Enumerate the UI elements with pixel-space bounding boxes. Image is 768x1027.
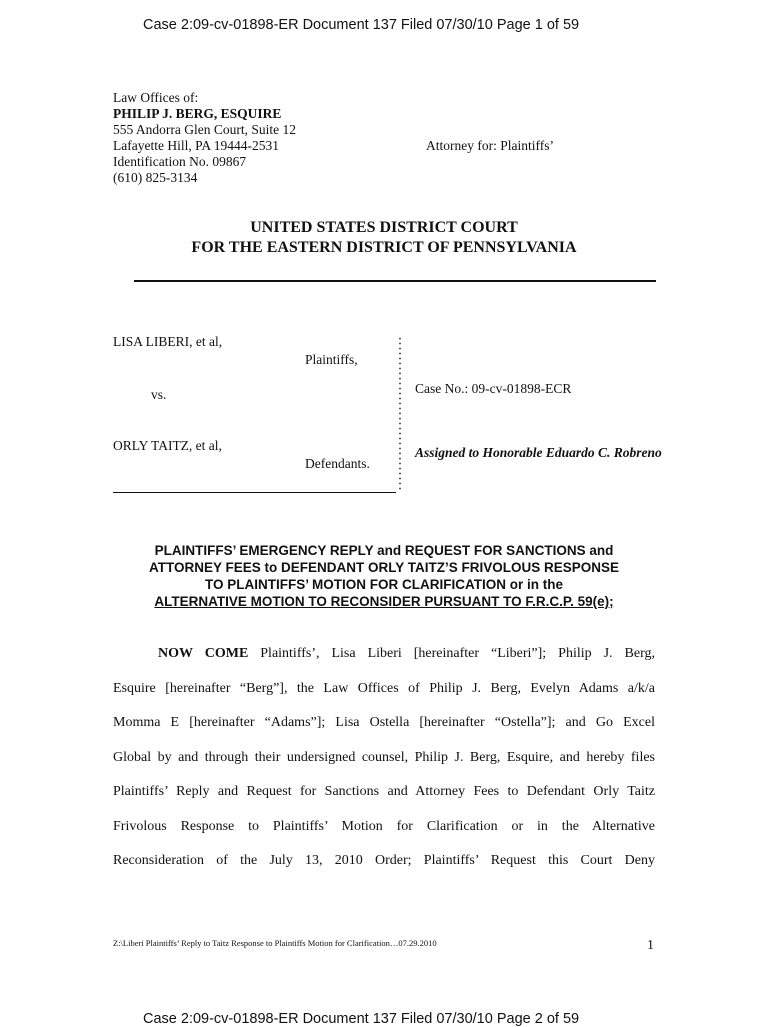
document-title-line-2: ATTORNEY FEES to DEFENDANT ORLY TAITZ’S FRIVOLOUS RESPONSE: [148, 560, 620, 575]
plaintiff-role: Plaintiffs,: [305, 352, 358, 367]
document-title-line-4: ALTERNATIVE MOTION TO RECONSIDER PURSUANT TO F.R.C.P. 59(e);: [154, 594, 614, 609]
firm-phone: (610) 825-3134: [113, 170, 198, 185]
document-title-line-3: TO PLAINTIFFS’ MOTION FOR CLARIFICATION or in the: [205, 577, 563, 592]
plaintiff-name: LISA LIBERI, et al,: [113, 334, 223, 349]
firm-label: Law Offices of:: [113, 90, 199, 105]
heading-rule: [134, 280, 656, 282]
body-line-3: Momma E [hereinafter “Adams”]; Lisa Ostella [hereinafter “Ostella”]; and Go Excel: [113, 715, 655, 730]
defendant-name: ORLY TAITZ, et al,: [113, 438, 222, 453]
assigned-judge: Assigned to Honorable Eduardo C. Robreno: [415, 445, 662, 460]
body-line-1: [158, 646, 655, 664]
defendant-role: Defendants.: [305, 456, 370, 471]
body-line-6: Frivolous Response to Plaintiffs’ Motion for Clarification or in the Alternative: [113, 819, 655, 834]
body-lead: NOW COME: [158, 646, 249, 661]
footer-file-path: Z:\Liberi Plaintiffs’ Reply to Taitz Response to Plaintiffs Motion for Clarification…07.29.2010: [113, 938, 437, 948]
versus: vs.: [151, 387, 167, 402]
body-line-2: Esquire [hereinafter “Berg”], the Law Offices of Philip J. Berg, Evelyn Adams a/k/a: [113, 681, 655, 696]
body-line-1-text: Plaintiffs’, Lisa Liberi [hereinafter “Liberi”]; Philip J. Berg,: [260, 646, 655, 661]
attorney-identification: Identification No. 09867: [113, 154, 247, 169]
body-line-4: Global by and through their undersigned counsel, Philip J. Berg, Esquire, and hereby files: [113, 750, 655, 765]
case-number: Case No.: 09-cv-01898-ECR: [415, 381, 572, 396]
page-number: 1: [647, 938, 654, 953]
firm-address-city: Lafayette Hill, PA 19444-2531: [113, 138, 279, 153]
court-district: FOR THE EASTERN DISTRICT OF PENNSYLVANIA: [191, 239, 577, 256]
court-name: UNITED STATES DISTRICT COURT: [250, 219, 518, 236]
body-line-5: Plaintiffs’ Reply and Request for Sanctions and Attorney Fees to Defendant Orly Taitz: [113, 784, 655, 799]
caption-dotted-divider: [399, 336, 401, 492]
attorney-for: Attorney for: Plaintiffs’: [426, 138, 554, 153]
firm-address-street: 555 Andorra Glen Court, Suite 12: [113, 122, 296, 137]
body-line-7: Reconsideration of the July 13, 2010 Order; Plaintiffs’ Request this Court Deny: [113, 853, 655, 868]
caption-rule: [113, 492, 396, 493]
case-header-next-page: Case 2:09-cv-01898-ER Document 137 Filed 07/30/10 Page 2 of 59: [143, 1011, 580, 1027]
attorney-name: PHILIP J. BERG, ESQUIRE: [113, 106, 282, 121]
document-title-line-1: PLAINTIFFS’ EMERGENCY REPLY and REQUEST FOR SANCTIONS and: [154, 543, 614, 558]
case-header-top: Case 2:09-cv-01898-ER Document 137 Filed 07/30/10 Page 1 of 59: [143, 17, 580, 33]
